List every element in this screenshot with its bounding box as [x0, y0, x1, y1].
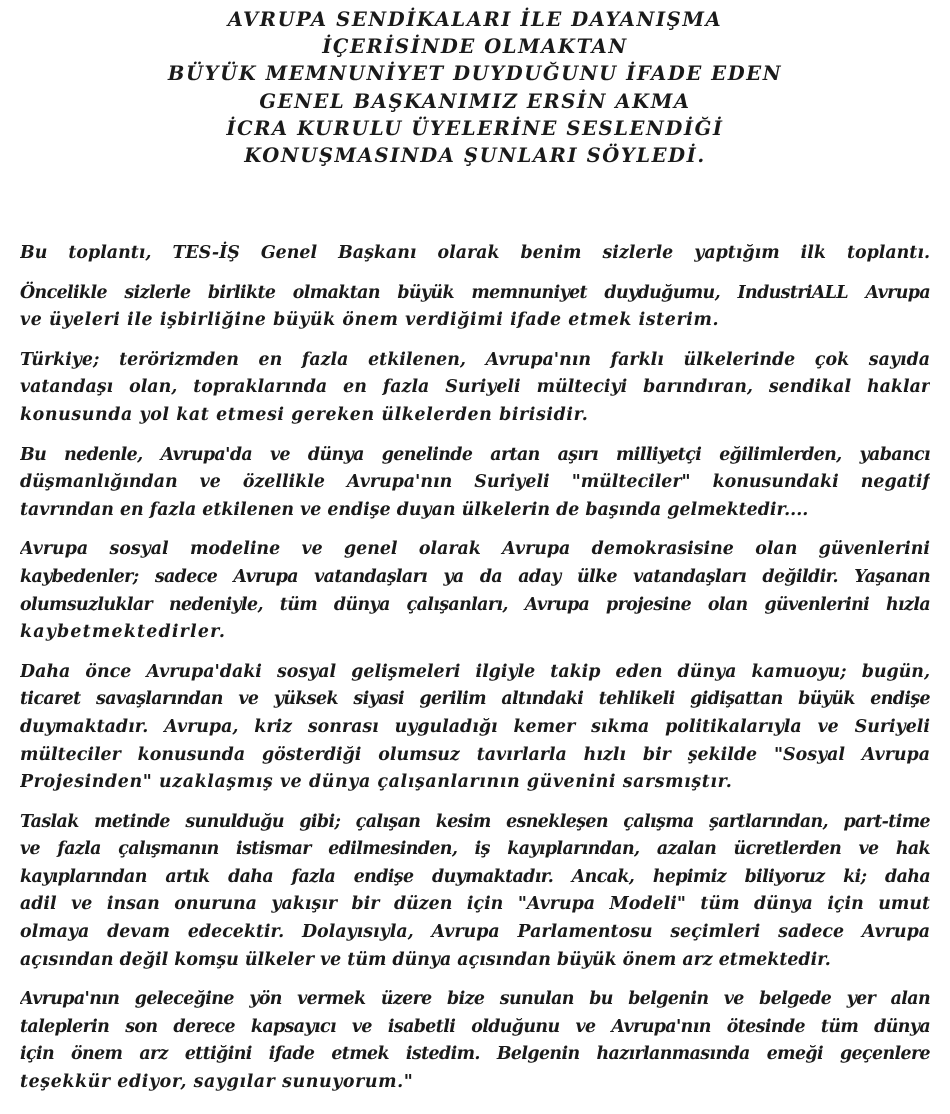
paragraph-world-opinion [20, 659, 930, 797]
text-line: Öncelikle sizlerle birlikte olmaktan büyük memnuniyet duyduğumu, IndustriALL Avrupa [20, 282, 930, 303]
text-line: mülteciler konusunda gösterdiği olumsuz tavırlarla hızlı bir şekilde "Sosyal Avrupa [20, 744, 930, 765]
text-line: ve fazla çalışmanın istismar edilmesinden, iş kayıplarından, azalan ücretlerden ve hak [20, 839, 930, 860]
text-line: Taslak metinde sunulduğu gibi; çalışan kesim esnekleşen çalışma şartlarından, part-time [20, 811, 930, 832]
paragraph-opening [20, 240, 930, 268]
paragraph-draft-text [20, 809, 930, 975]
text-line: Bu toplantı, TES-İŞ Genel Başkanı olarak benim sizlerle yaptığım ilk toplantı. [20, 243, 930, 263]
text-line: vatandaşı olan, topraklarında en fazla Suriyeli mülteciyi barındıran, sendikal haklar [20, 377, 930, 398]
title-line: KONUŞMASINDA ŞUNLARI SÖYLEDİ. [244, 144, 706, 168]
text-line: tavrından en fazla etkilenen ve endişe duyan ülkelerin de başında gelmektedir.... [20, 499, 809, 520]
text-line: Avrupa sosyal modeline ve genel olarak Avrupa demokrasisine olan güvenlerini [20, 539, 930, 560]
paragraph-turkey [20, 347, 930, 430]
text-line: kayıplarından artık daha fazla endişe duymaktadır. Ancak, hepimiz biliyoruz ki; daha [20, 866, 930, 887]
text-line: konusunda yol kat etmesi gereken ülkelerden birisidir. [20, 404, 589, 425]
text-line: Türkiye; terörizmden en fazla etkilenen, Avrupa'nın farklı ülkelerinde çok sayıda [20, 349, 930, 370]
title-line: BÜYÜK MEMNUNİYET DUYDUĞUNU İFADE EDEN [167, 62, 783, 86]
text-line: Projesinden" uzaklaşmış ve dünya çalışanlarının güvenini sarsmıştır. [20, 772, 733, 793]
text-line: teşekkür ediyor, saygılar sunuyorum." [20, 1072, 414, 1093]
title-line: İCRA KURULU ÜYELERİNE SESLENDİĞİ [226, 116, 724, 140]
text-line: kaybedenler; sadece Avrupa vatandaşları ya da aday ülke vatandaşları değildir. Yaşanan [20, 566, 930, 587]
text-line: duymaktadır. Avrupa, kriz sonrası uyguladığı kemer sıkma politikalarıyla ve Suriyeli [20, 716, 930, 737]
text-line: için önem arz ettiğini ifade etmek istedim. Belgenin hazırlanmasında emeği geçenlere [20, 1044, 930, 1065]
title-line: İÇERİSİNDE OLMAKTAN [322, 35, 628, 59]
text-line: Avrupa'nın geleceğine yön vermek üzere bize sunulan bu belgenin ve belgede yer alan [20, 989, 930, 1010]
text-line: açısından değil komşu ülkeler ve tüm dünya açısından büyük önem arz etmektedir. [20, 949, 831, 970]
text-line: Daha önce Avrupa'daki sosyal gelişmeleri ilgiyle takip eden dünya kamuoyu; bugün, [20, 661, 930, 682]
paragraph-closing [20, 986, 930, 1096]
text-line: olumsuzluklar nedeniyle, tüm dünya çalışanları, Avrupa projesine olan güvenlerini hızla [20, 594, 930, 615]
text-line: olmaya devam edecektir. Dolayısıyla, Avrupa Parlamentosu seçimleri sadece Avrupa [20, 922, 930, 943]
title-line: GENEL BAŞKANIMIZ ERSİN AKMA [259, 89, 691, 113]
document-body [20, 240, 930, 1109]
title-line: AVRUPA SENDİKALARI İLE DAYANIŞMA [227, 8, 723, 31]
paragraph-social-model [20, 536, 930, 646]
text-line: kaybetmektedirler. [20, 622, 227, 643]
document-title [0, 6, 950, 169]
text-line: Bu nedenle, Avrupa'da ve dünya genelinde artan aşırı milliyetçi eğilimlerden, yabancı [20, 444, 930, 465]
paragraph-greeting [20, 280, 930, 335]
text-line: düşmanlığından ve özellikle Avrupa'nın Suriyeli "mülteciler" konusundaki negatif [20, 472, 930, 493]
text-line: ticaret savaşlarından ve yüksek siyasi gerilim altındaki tehlikeli gidişattan büyük endişe [20, 689, 930, 710]
text-line: adil ve insan onuruna yakışır bir düzen için "Avrupa Modeli" tüm dünya için umut [20, 894, 930, 915]
paragraph-nationalism [20, 442, 930, 525]
text-line: taleplerin son derece kapsayıcı ve isabetli olduğunu ve Avrupa'nın ötesinde tüm dünya [20, 1016, 930, 1037]
text-line: ve üyeleri ile işbirliğine büyük önem verdiğimi ifade etmek isterim. [20, 310, 720, 331]
